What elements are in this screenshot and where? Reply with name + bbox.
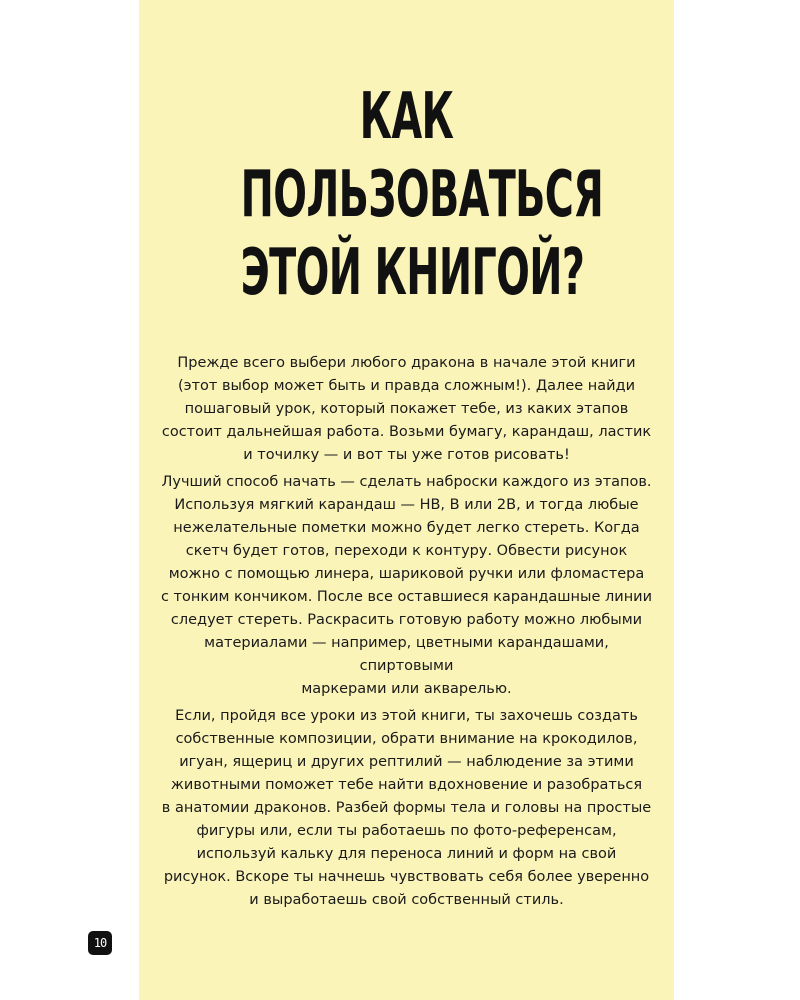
page-title	[139, 78, 674, 312]
paragraph-intro: Прежде всего выбери любого дракона в начале этой книги (этот выбор может быть и правда сложным!). Далее найди пошаговый урок, который покажет тебе, из каких этапов состоит дальнейшая работа. Возьми бумагу, карандаш, ластик и точилку — и вот ты уже готов рисовать!	[161, 355, 652, 463]
title-line-1: КАК	[359, 80, 454, 154]
title-line-3: ЭТОЙ КНИГОЙ?	[240, 236, 585, 310]
page-number-badge: 10	[88, 931, 112, 955]
title-line-2: ПОЛЬЗОВАТЬСЯ	[240, 158, 604, 232]
body-text	[160, 352, 653, 916]
paragraph-sketching: Лучший способ начать — сделать наброски каждого из этапов. Используя мягкий карандаш — HB, B или 2B, и тогда любые нежелательные пометки можно будет легко стереть. Когда скетч будет готов, переходи к контуру. Обвести рисунок можно с помощью линера, шариковой ручки или фломастера с тонким кончиком. После все оставшиеся карандашные линии следует стереть. Раскрасить готовую работу можно любыми материалами — например, цветными карандашами, спиртовыми маркерами или акварелью.	[160, 474, 653, 697]
paragraph-own-style: Если, пройдя все уроки из этой книги, ты захочешь создать собственные композиции, обрати внимание на крокодилов, игуан, ящериц и других рептилий — наблюдение за этими животными поможет тебе найти вдохновение и разобраться в анатомии драконов. Разбей формы тела и головы на простые фигуры или, если ты работаешь по фото-референсам, используй кальку для переноса линий и форм на свой рисунок. Вскоре ты начнешь чувствовать себя более уверенно и выработаешь свой собственный стиль.	[161, 708, 652, 908]
